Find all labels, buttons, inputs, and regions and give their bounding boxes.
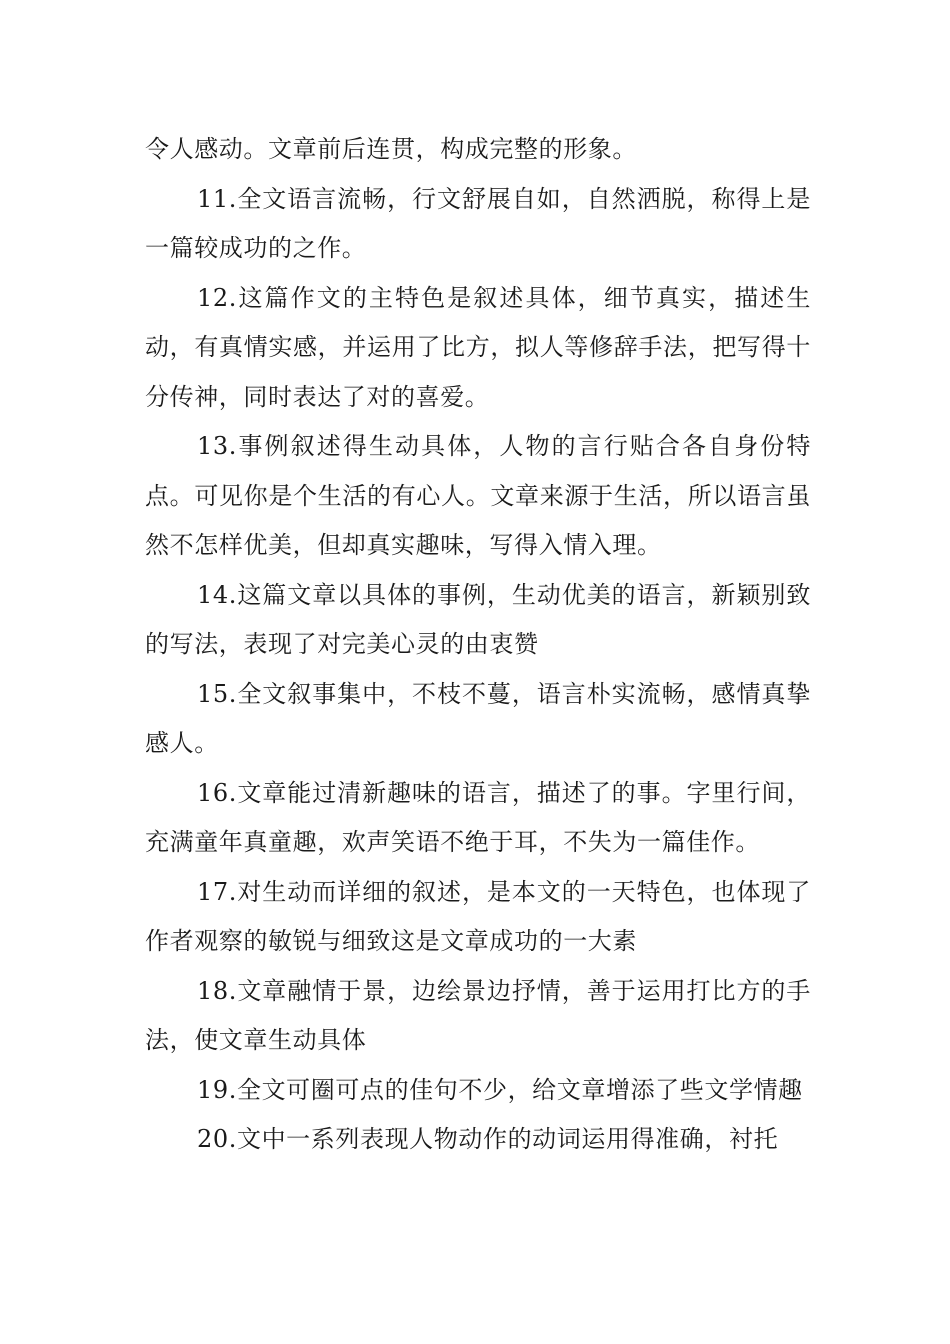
comment-item-14: 14.这篇文章以具体的事例，生动优美的语言，新颖别致的写法，表现了对完美心灵的由衷赞 bbox=[145, 580, 811, 658]
comment-item-16: 16.文章能过清新趣味的语言，描述了的事。字里行间，充满童年真童趣，欢声笑语不绝于耳，不失为一篇佳作。 bbox=[145, 778, 811, 856]
comment-item-12: 12.这篇作文的主特色是叙述具体，细节真实，描述生动，有真情实感，并运用了比方，拟人等修辞手法，把写得十分传神，同时表达了对的喜爱。 bbox=[145, 283, 811, 411]
paragraph-continuation: 令人感动。文章前后连贯，构成完整的形象。 bbox=[145, 135, 637, 163]
comment-item-17: 17.对生动而详细的叙述，是本文的一天特色，也体现了作者观察的敏锐与细致这是文章成功的一大素 bbox=[145, 877, 811, 955]
comment-item-13: 13.事例叙述得生动具体，人物的言行贴合各自身份特点。可见你是个生活的有心人。文章来源于生活，所以语言虽然不怎样优美，但却真实趣味，写得入情入理。 bbox=[145, 432, 811, 559]
document-body bbox=[145, 125, 811, 1165]
comment-item-18: 18.文章融情于景，边绘景边抒情，善于运用打比方的手法，使文章生动具体 bbox=[145, 976, 811, 1054]
comment-item-19: 19.全文可圈可点的佳句不少，给文章增添了些文学情趣 bbox=[197, 1075, 803, 1104]
comment-item-15: 15.全文叙事集中，不枝不蔓，语言朴实流畅，感情真挚感人。 bbox=[145, 679, 811, 757]
comment-item-11: 11.全文语言流畅，行文舒展自如，自然洒脱，称得上是一篇较成功的之作。 bbox=[145, 184, 811, 262]
comment-item-20: 20.文中一系列表现人物动作的动词运用得准确，衬托 bbox=[197, 1125, 779, 1153]
